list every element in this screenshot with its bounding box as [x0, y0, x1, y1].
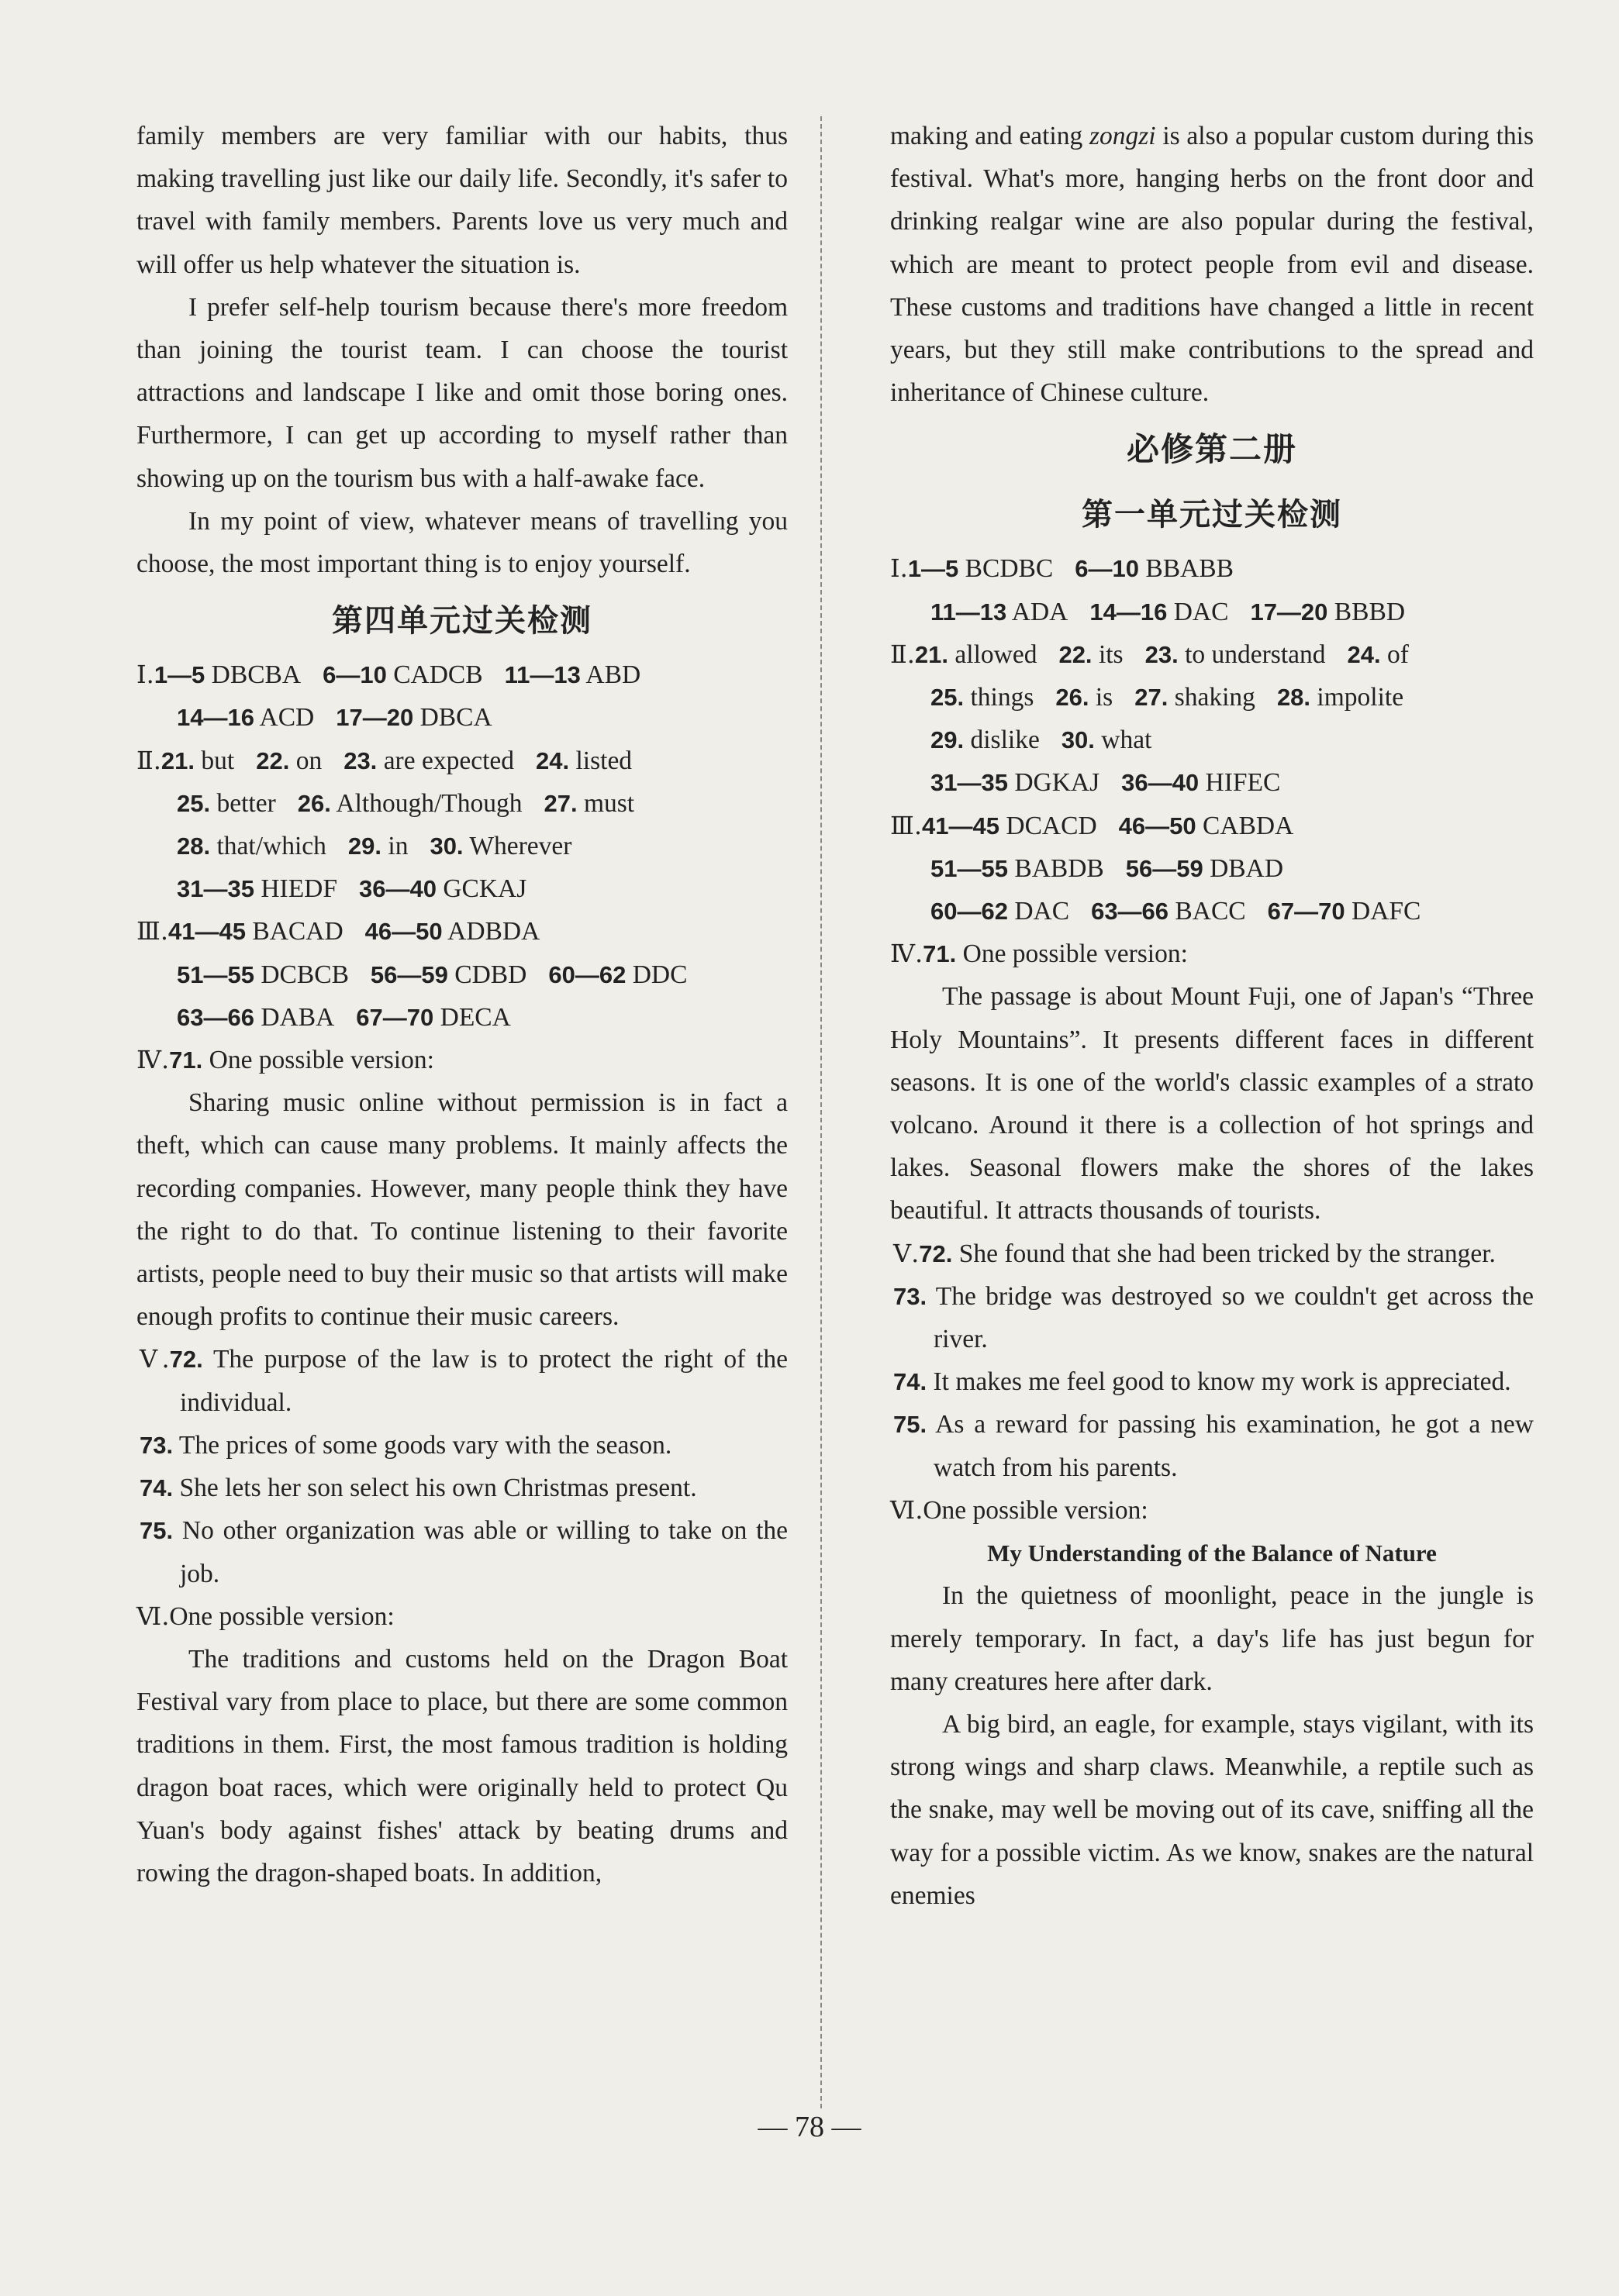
answer-range: 11—13	[930, 598, 1007, 626]
answer-value: to understand	[1185, 640, 1326, 669]
answer-value: CADCB	[393, 660, 483, 690]
r-section-5-item-72	[890, 1232, 1534, 1275]
question-number: 71.	[169, 1046, 203, 1074]
answer-range: 6—10	[323, 661, 387, 689]
answer-range: 63—66	[1091, 898, 1169, 926]
right-column	[890, 115, 1534, 1917]
answer-value: DBCBA	[211, 660, 302, 690]
r-section-3-row-3	[890, 890, 1534, 933]
answer-value: DBCA	[419, 703, 492, 733]
answer-range: 60—62	[548, 960, 627, 988]
answer-number: 23.	[343, 746, 378, 774]
answer-range: 67—70	[1267, 898, 1345, 926]
essay-paragraph-1: In the quietness of moonlight, peace in the jungle is merely temporary. In fact, a day's life has just begun for many creatures here after dark.	[890, 1581, 1534, 1696]
answer-range: 51—55	[177, 960, 254, 988]
answer-range: 1—5	[154, 661, 205, 689]
answer-value: DCBCB	[261, 960, 349, 989]
unit1-test-title: 第一单元过关检测	[1082, 497, 1342, 533]
r-section-2-row-4	[890, 761, 1534, 804]
translation-sentence: She lets her son select his own Christmas present.	[179, 1474, 697, 1503]
translation-sentence: The purpose of the law is to protect the right of the individual.	[180, 1345, 788, 1417]
page-number: — 78 —	[758, 2111, 861, 2143]
answer-range: 17—20	[1250, 598, 1328, 626]
version-label: One possible version:	[962, 939, 1188, 969]
answer-value: ABD	[585, 660, 641, 690]
answer-value: DAC	[1014, 897, 1070, 926]
answer-range: 31—35	[930, 769, 1008, 797]
answer-number: 29.	[347, 833, 382, 860]
answer-range: 41—45	[922, 812, 999, 839]
answer-value: BACC	[1175, 897, 1246, 926]
answer-value: DAC	[1173, 597, 1229, 626]
section-3-row-2	[136, 953, 788, 996]
r-section-2-row-2	[890, 676, 1534, 719]
essay-text: making and eating	[890, 122, 1089, 150]
section-2-row-1	[136, 739, 788, 782]
section-1-numeral: Ⅰ.	[136, 660, 154, 690]
intro-paragraph-3: In my point of view, whatever means of travelling you choose, the most important thing is to enjoy yourself.	[136, 506, 788, 579]
answer-number: 26.	[1055, 684, 1089, 712]
translation-sentence: As a reward for passing his examination, he got a new watch from his parents.	[934, 1410, 1534, 1482]
answer-range: 1—5	[907, 555, 959, 583]
translation-sentence: The prices of some goods vary with the season.	[178, 1430, 672, 1460]
answer-value: BABDB	[1014, 853, 1104, 883]
answer-value: CDBD	[454, 960, 527, 989]
version-label: One possible version:	[169, 1601, 395, 1631]
translation-sentence: The bridge was destroyed so we couldn't get across the river.	[934, 1281, 1534, 1354]
question-number: 74.	[893, 1368, 927, 1396]
r-section-2-row-1	[890, 633, 1534, 676]
answer-value: DDC	[632, 960, 688, 989]
section-5-item-72	[136, 1338, 788, 1423]
answer-range: 56—59	[1125, 854, 1203, 882]
answer-value: DECA	[440, 1002, 511, 1032]
question-number: 75.	[893, 1411, 927, 1439]
answer-value: of	[1386, 640, 1409, 669]
section-2-row-4	[136, 867, 788, 910]
section-1-row-1	[136, 653, 788, 696]
answer-number: 30.	[430, 833, 464, 860]
r-section-3-row-1	[890, 805, 1534, 847]
answer-number: 28.	[177, 833, 211, 860]
answer-range: 36—40	[358, 875, 437, 903]
section-5-item-75	[136, 1509, 788, 1594]
answer-value: but	[201, 746, 235, 775]
answer-value: better	[216, 788, 276, 818]
section-5-item-73	[136, 1424, 788, 1467]
answer-value: GCKAJ	[443, 874, 527, 904]
answer-value: dislike	[970, 726, 1040, 755]
r-section-1-row-1	[890, 547, 1534, 590]
essay-italic-word: zongzi	[1089, 122, 1156, 150]
section-4-numeral: Ⅳ.	[890, 939, 923, 969]
book-title: 必修第二册	[1126, 430, 1297, 469]
r-section-2-row-3	[890, 719, 1534, 761]
section-2-row-3	[136, 825, 788, 867]
section-6-header	[136, 1595, 788, 1638]
answer-value: BBABB	[1145, 554, 1234, 584]
section-2-numeral: Ⅱ.	[136, 745, 161, 775]
section-4-header	[136, 1039, 788, 1081]
answer-value: ADA	[1011, 597, 1068, 626]
essay-title: My Understanding of the Balance of Nature	[987, 1539, 1437, 1567]
section-3-numeral: Ⅲ.	[136, 916, 169, 946]
answer-number: 24.	[1347, 640, 1381, 668]
answer-value: in	[388, 832, 409, 861]
version-label: One possible version:	[923, 1495, 1148, 1525]
answer-value: things	[970, 683, 1034, 712]
answer-range: 14—16	[177, 704, 254, 732]
r-section-3-row-2	[890, 847, 1534, 890]
answer-value: DGKAJ	[1014, 768, 1100, 798]
answer-value: ADBDA	[447, 917, 540, 946]
section-3-row-1	[136, 910, 788, 953]
translation-sentence: No other organization was able or willing to take on the job.	[180, 1516, 789, 1588]
answer-number: 25.	[177, 789, 211, 817]
question-number: 71.	[923, 940, 957, 968]
answer-value: HIFEC	[1205, 768, 1281, 798]
r-section-1-row-2	[890, 591, 1534, 633]
r-section-5-item-75	[890, 1403, 1534, 1488]
answer-range: 14—16	[1089, 598, 1168, 626]
r-section-5-item-73	[890, 1275, 1534, 1360]
answer-range: 60—62	[930, 898, 1008, 926]
r-section-4-summary: The passage is about Mount Fuji, one of Japan's “Three Holy Mountains”. It presents different faces in different seasons. It is one of the world's classic examples of a strato volcano. Around it there is a collection of hot springs and lakes. Seasonal flowers make the shores of the lakes beautiful. It attracts thousands of tourists.	[890, 982, 1534, 1226]
answer-number: 30.	[1061, 726, 1095, 754]
section-5-item-74	[136, 1467, 788, 1509]
answer-value: impolite	[1317, 683, 1404, 712]
question-number: 73.	[140, 1431, 174, 1459]
section-6-numeral: Ⅵ.	[890, 1494, 923, 1525]
section-5-numeral: Ⅴ.	[893, 1238, 920, 1268]
essay-paragraph-2: A big bird, an eagle, for example, stays vigilant, with its strong wings and sharp claws. Meanwhile, a reptile such as the snake, may well be moving out of its cave, sniffing all the way for a possible victim. As we know, snakes are the natural enemies	[890, 1709, 1534, 1910]
answer-number: 24.	[536, 746, 570, 774]
answer-value: must	[583, 788, 635, 818]
answer-range: 63—66	[177, 1003, 254, 1031]
answer-value: DCACD	[1006, 811, 1097, 840]
answer-number: 27.	[1134, 684, 1169, 712]
answer-number: 26.	[297, 789, 331, 817]
column-divider	[820, 116, 822, 2108]
answer-value: its	[1098, 640, 1124, 669]
answer-number: 23.	[1144, 640, 1179, 668]
answer-value: is	[1095, 683, 1113, 712]
answer-number: 21.	[914, 640, 949, 668]
answer-value: that/which	[216, 832, 326, 861]
left-column	[136, 115, 788, 1894]
section-2-row-2	[136, 782, 788, 825]
section-6-essay: The traditions and customs held on the Dragon Boat Festival vary from place to place, but there are some common traditions in them. First, the most famous tradition is holding dragon boat races, which were originally held to protect Qu Yuan's body against fishes' attack by beating drums and rowing the dragon-shaped boats. In addition,	[136, 1644, 788, 1887]
essay-text: is also a popular custom during this festival. What's more, hanging herbs on the front door and drinking realgar wine are also popular during the festival, which are meant to protect people from evil and disease. These customs and traditions have changed a little in recent years, but they still make contributions to the spread and inheritance of Chinese culture.	[890, 122, 1534, 408]
answer-value: on	[295, 746, 323, 775]
section-3-numeral: Ⅲ.	[890, 810, 923, 840]
section-1-numeral: Ⅰ.	[890, 553, 908, 584]
answer-value: BCDBC	[965, 554, 1054, 584]
answer-range: 41—45	[168, 918, 246, 946]
section-5-numeral: Ⅴ.	[140, 1344, 170, 1374]
answer-value: HIEDF	[261, 874, 337, 904]
question-number: 73.	[893, 1282, 927, 1310]
answer-value: ACD	[259, 703, 315, 733]
answer-value: DBAD	[1210, 853, 1284, 883]
section-4-numeral: Ⅳ.	[136, 1045, 170, 1075]
answer-range: 46—50	[364, 918, 443, 946]
answer-number: 25.	[930, 684, 965, 712]
answer-value: what	[1101, 726, 1152, 755]
answer-range: 6—10	[1075, 555, 1139, 583]
answer-range: 67—70	[356, 1003, 434, 1031]
answer-range: 46—50	[1118, 812, 1196, 839]
answer-number: 29.	[930, 726, 965, 754]
answer-range: 11—13	[504, 661, 581, 689]
essay-continuation	[890, 115, 1534, 414]
section-4-summary: Sharing music online without permission is in fact a theft, which can cause many problems. It mainly affects the recording companies. However, many people think they have the right to do that. To continue listening to their favorite artists, people need to buy their music so that artists will make enough profits to continue their music careers.	[136, 1088, 788, 1332]
question-number: 72.	[919, 1239, 953, 1267]
answer-value: Wherever	[469, 832, 572, 861]
translation-sentence: It makes me feel good to know my work is appreciated.	[933, 1367, 1511, 1397]
intro-paragraph-1: family members are very familiar with our habits, thus making travelling just like our daily life. Secondly, it's safer to travel with family members. Parents love us very much and will offer us help whatever the situation is.	[136, 122, 788, 279]
answer-range: 31—35	[177, 875, 254, 903]
question-number: 72.	[169, 1346, 203, 1374]
answer-number: 21.	[161, 746, 195, 774]
answer-number: 27.	[544, 789, 578, 817]
answer-range: 36—40	[1121, 769, 1200, 797]
answer-range: 17—20	[336, 704, 414, 732]
section-6-numeral: Ⅵ.	[136, 1601, 170, 1631]
answer-number: 28.	[1276, 684, 1311, 712]
intro-paragraph-2: I prefer self-help tourism because there's more freedom than joining the tourist team. I can choose the tourist attractions and landscape I like and omit those boring ones. Furthermore, I can get up according to myself rather than showing up on the tourism bus with a half-awake face.	[136, 292, 788, 493]
section-2-numeral: Ⅱ.	[890, 639, 915, 669]
answer-value: DABA	[261, 1002, 335, 1032]
section-3-row-3	[136, 996, 788, 1039]
r-section-4-header	[890, 933, 1534, 975]
answer-value: CABDA	[1203, 811, 1294, 840]
answer-value: DAFC	[1351, 897, 1421, 926]
answer-range: 56—59	[370, 960, 448, 988]
answer-value: listed	[575, 746, 633, 775]
version-label: One possible version:	[209, 1046, 434, 1075]
answer-value: BBBD	[1334, 597, 1406, 626]
answer-number: 22.	[1058, 640, 1093, 668]
question-number: 75.	[140, 1517, 174, 1545]
r-section-6-header	[890, 1489, 1534, 1532]
answer-number: 22.	[256, 746, 290, 774]
answer-value: are expected	[383, 746, 514, 775]
unit4-test-title: 第四单元过关检测	[332, 603, 592, 640]
answer-range: 51—55	[930, 854, 1008, 882]
answer-value: Although/Though	[336, 788, 523, 818]
question-number: 74.	[140, 1474, 174, 1502]
translation-sentence: She found that she had been tricked by the stranger.	[958, 1239, 1496, 1268]
section-1-row-2	[136, 696, 788, 739]
answer-value: allowed	[954, 640, 1037, 669]
answer-value: BACAD	[252, 917, 343, 946]
answer-value: shaking	[1174, 683, 1255, 712]
r-section-5-item-74	[890, 1360, 1534, 1403]
